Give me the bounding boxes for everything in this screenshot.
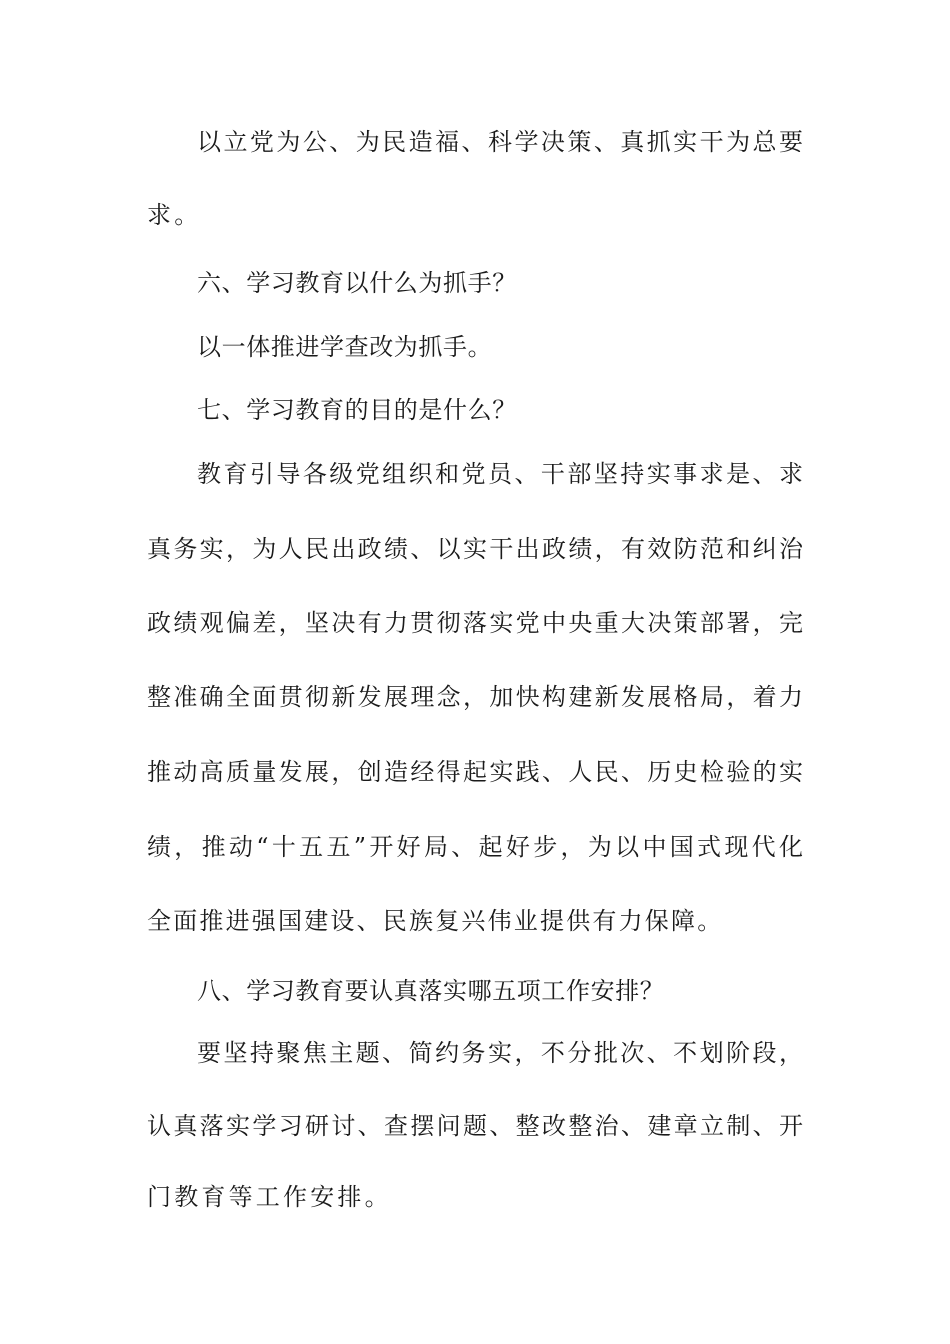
paragraph-line: 以一体推进学查改为抓手。	[197, 333, 493, 361]
paragraph-line: 以立党为公、为民造福、科学决策、真抓实干为总要	[197, 128, 803, 156]
paragraph-line: 求。	[147, 201, 202, 229]
paragraph-line: 全面推进强国建设、民族复兴伟业提供有力保障。	[147, 907, 724, 935]
paragraph-line: 绩，推动“十五五”开好局、起好步，为以中国式现代化	[147, 833, 803, 861]
paragraph-line: 门教育等工作安排。	[147, 1183, 392, 1211]
paragraph-line: 教育引导各级党组织和党员、干部坚持实事求是、求	[197, 460, 803, 488]
paragraph-line: 认真落实学习研讨、查摆问题、整改整治、建章立制、开	[147, 1112, 803, 1140]
section-heading: 八、学习教育要认真落实哪五项工作安排？	[197, 977, 665, 1005]
section-heading: 六、学习教育以什么为抓手？	[197, 269, 517, 297]
paragraph-line: 整准确全面贯彻新发展理念，加快构建新发展格局，着力	[147, 683, 803, 711]
paragraph-line: 真务实，为人民出政绩、以实干出政绩，有效防范和纠治	[147, 535, 803, 563]
paragraph-line: 推动高质量发展，创造经得起实践、人民、历史检验的实	[147, 758, 803, 786]
paragraph-line: 政绩观偏差，坚决有力贯彻落实党中央重大决策部署，完	[147, 609, 803, 637]
paragraph-line: 要坚持聚焦主题、简约务实，不分批次、不划阶段，	[197, 1039, 803, 1067]
section-heading: 七、学习教育的目的是什么？	[197, 396, 517, 424]
